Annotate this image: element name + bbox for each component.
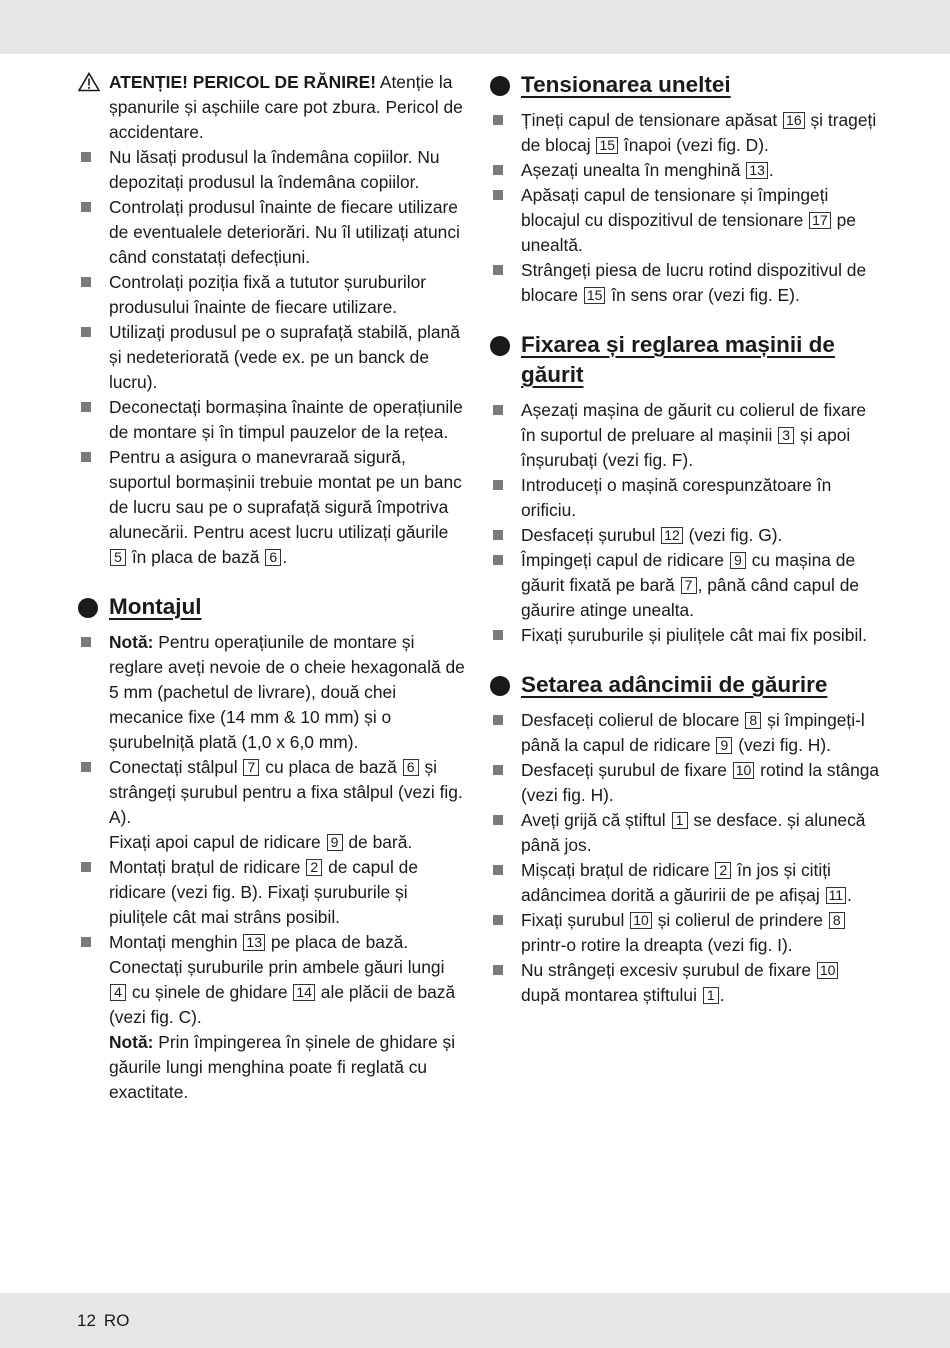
list-item: Mișcați brațul de ridicare 2 în jos și citiți adâncimea dorită a găuririi de pe afișaj 11 . xyxy=(490,858,882,908)
part-number-box: 12 xyxy=(661,527,683,544)
warning-title: ATENȚIE! PERICOL DE RĂNIRE! xyxy=(109,72,376,92)
list-item: Aveți grijă că știftul 1 se desface. și alunecă până jos. xyxy=(490,808,882,858)
square-bullet-icon xyxy=(493,765,503,775)
list-item: Introduceți o mașină corespunzătoare în orificiu. xyxy=(490,473,882,523)
list-item: Utilizați produsul pe o suprafață stabilă, plană și nedeteriorată (vede ex. pe un banck de lucru). xyxy=(78,320,466,395)
left-column xyxy=(78,70,466,1105)
warning-triangle-icon xyxy=(78,72,100,92)
section-dot-icon xyxy=(490,336,510,356)
square-bullet-icon xyxy=(493,815,503,825)
square-bullet-icon xyxy=(81,202,91,212)
square-bullet-icon xyxy=(493,530,503,540)
square-bullet-icon xyxy=(493,715,503,725)
part-number-box: 10 xyxy=(733,762,755,779)
square-bullet-icon xyxy=(493,915,503,925)
list-item: Notă: Pentru operațiunile de montare și reglare aveți nevoie de o cheie hexagonală de 5 mm (pachetul de livrare), două chei mecanice fixe (14 mm & 10 mm) și o șurubelniță plată (1,0 x 6,0 mm). xyxy=(78,630,466,755)
section-heading-montajul: Montajul xyxy=(78,592,466,622)
part-number-box: 6 xyxy=(265,549,281,566)
part-number-box: 10 xyxy=(817,962,839,979)
part-number-box: 1 xyxy=(703,987,719,1004)
part-number-box: 2 xyxy=(306,859,322,876)
square-bullet-icon xyxy=(81,327,91,337)
part-number-box: 8 xyxy=(745,712,761,729)
top-band xyxy=(0,0,950,54)
list-item: Nu strângeți excesiv șurubul de fixare 10 după montarea știftului 1 . xyxy=(490,958,882,1008)
list-item: Fixați șuruburile și piulițele cât mai fix posibil. xyxy=(490,623,882,648)
part-number-box: 3 xyxy=(778,427,794,444)
list-item: Montați brațul de ridicare 2 de capul de ridicare (vezi fig. B). Fixați șuruburile și piulițele cât mai strâns posibil. xyxy=(78,855,466,930)
list-item: Controlați poziția fixă a tututor șuruburilor produsului înainte de fiecare utilizare. xyxy=(78,270,466,320)
list-item: Controlați produsul înainte de fiecare utilizare de eventualele deteriorări. Nu îl utilizați atunci când constatați defecțiuni. xyxy=(78,195,466,270)
part-number-box: 13 xyxy=(746,162,768,179)
section-heading-setarea: Setarea adâncimii de găurire xyxy=(490,670,882,700)
part-number-box: 16 xyxy=(783,112,805,129)
warning-text: Atenție la șpanurile și așchiile care pot zbura. Pericol de accidentare. xyxy=(109,72,463,142)
square-bullet-icon xyxy=(81,402,91,412)
section-dot-icon xyxy=(490,676,510,696)
part-number-box: 5 xyxy=(110,549,126,566)
list-item: Conectați stâlpul 7 cu placa de bază 6 și strângeți șurubul pentru a fixa stâlpul (vezi fig. A). Fixați apoi capul de ridicare 9 de bară. xyxy=(78,755,466,855)
square-bullet-icon xyxy=(81,862,91,872)
section-heading-tensionarea: Tensionarea uneltei xyxy=(490,70,882,100)
part-number-box: 10 xyxy=(630,912,652,929)
list-item: Desfaceți șurubul 12 (vezi fig. G). xyxy=(490,523,882,548)
part-number-box: 14 xyxy=(293,984,315,1001)
list-item: Desfaceți colierul de blocare 8 și împingeți-l până la capul de ridicare 9 (vezi fig. H). xyxy=(490,708,882,758)
part-number-box: 11 xyxy=(826,887,847,904)
square-bullet-icon xyxy=(493,265,503,275)
list-item: Așezați unealta în menghină 13 . xyxy=(490,158,882,183)
right-column xyxy=(490,70,882,1008)
square-bullet-icon xyxy=(493,480,503,490)
section-heading-fixarea: Fixarea și reglarea mașinii de găurit xyxy=(490,330,882,390)
square-bullet-icon xyxy=(81,937,91,947)
warning-item xyxy=(78,70,466,145)
part-number-box: 9 xyxy=(716,737,732,754)
part-number-box: 15 xyxy=(596,137,618,154)
part-number-box: 15 xyxy=(584,287,606,304)
list-item: Așezați mașina de găurit cu colierul de fixare în suportul de preluare al mașinii 3 și apoi înșurubați (vezi fig. F). xyxy=(490,398,882,473)
list-item: Nu lăsați produsul la îndemâna copiilor. Nu depozitați produsul la îndemâna copiilor. xyxy=(78,145,466,195)
square-bullet-icon xyxy=(493,630,503,640)
square-bullet-icon xyxy=(81,637,91,647)
part-number-box: 8 xyxy=(829,912,845,929)
square-bullet-icon xyxy=(493,165,503,175)
square-bullet-icon xyxy=(493,405,503,415)
bottom-band xyxy=(0,1293,950,1348)
square-bullet-icon xyxy=(81,277,91,287)
square-bullet-icon xyxy=(493,190,503,200)
part-number-box: 7 xyxy=(243,759,259,776)
part-number-box: 13 xyxy=(243,934,265,951)
square-bullet-icon xyxy=(493,555,503,565)
part-number-box: 2 xyxy=(715,862,731,879)
list-item: Montați menghin 13 pe placa de bază. Conectați șuruburile prin ambele găuri lungi 4 cu șinele de ghidare 14 ale plăcii de bază (vezi fig. C). Notă: Prin împingerea în șinele de ghidare și găurile lungi menghina poate fi reglată cu exactitate. xyxy=(78,930,466,1105)
part-number-box: 7 xyxy=(681,577,697,594)
part-number-box: 9 xyxy=(730,552,746,569)
list-item: Deconectați bormașina înainte de operațiunile de montare și în timpul pauzelor de la rețea. xyxy=(78,395,466,445)
language-code: RO xyxy=(103,1311,130,1330)
square-bullet-icon xyxy=(493,965,503,975)
page-footer xyxy=(77,1311,137,1331)
square-bullet-icon xyxy=(81,152,91,162)
list-item: Desfaceți șurubul de fixare 10 rotind la stânga (vezi fig. H). xyxy=(490,758,882,808)
list-item: Strângeți piesa de lucru rotind dispozitivul de blocare 15 în sens orar (vezi fig. E). xyxy=(490,258,882,308)
page-number: 12 xyxy=(77,1311,96,1330)
list-item: Apăsați capul de tensionare și împingeți blocajul cu dispozitivul de tensionare 17 pe unealtă. xyxy=(490,183,882,258)
section-dot-icon xyxy=(490,76,510,96)
part-number-box: 9 xyxy=(327,834,343,851)
list-item: Împingeți capul de ridicare 9 cu mașina de găurit fixată pe bară 7 , până când capul de găurire atinge unealta. xyxy=(490,548,882,623)
part-number-box: 1 xyxy=(672,812,688,829)
part-number-box: 6 xyxy=(403,759,419,776)
square-bullet-icon xyxy=(81,452,91,462)
square-bullet-icon xyxy=(493,115,503,125)
section-dot-icon xyxy=(78,598,98,618)
list-item: Fixați șurubul 10 și colierul de prindere 8 printr-o rotire la dreapta (vezi fig. I). xyxy=(490,908,882,958)
list-item: Pentru a asigura o manevraraă sigură, suportul bormașinii trebuie montat pe un banc de lucru sau pe o suprafață sigură împotriva alunecării. Pentru acest lucru utilizați găurile 5 în placa de bază 6 . xyxy=(78,445,466,570)
part-number-box: 17 xyxy=(809,212,831,229)
list-item: Țineți capul de tensionare apăsat 16 și trageți de blocaj 15 înapoi (vezi fig. D). xyxy=(490,108,882,158)
square-bullet-icon xyxy=(81,762,91,772)
square-bullet-icon xyxy=(493,865,503,875)
part-number-box: 4 xyxy=(110,984,126,1001)
